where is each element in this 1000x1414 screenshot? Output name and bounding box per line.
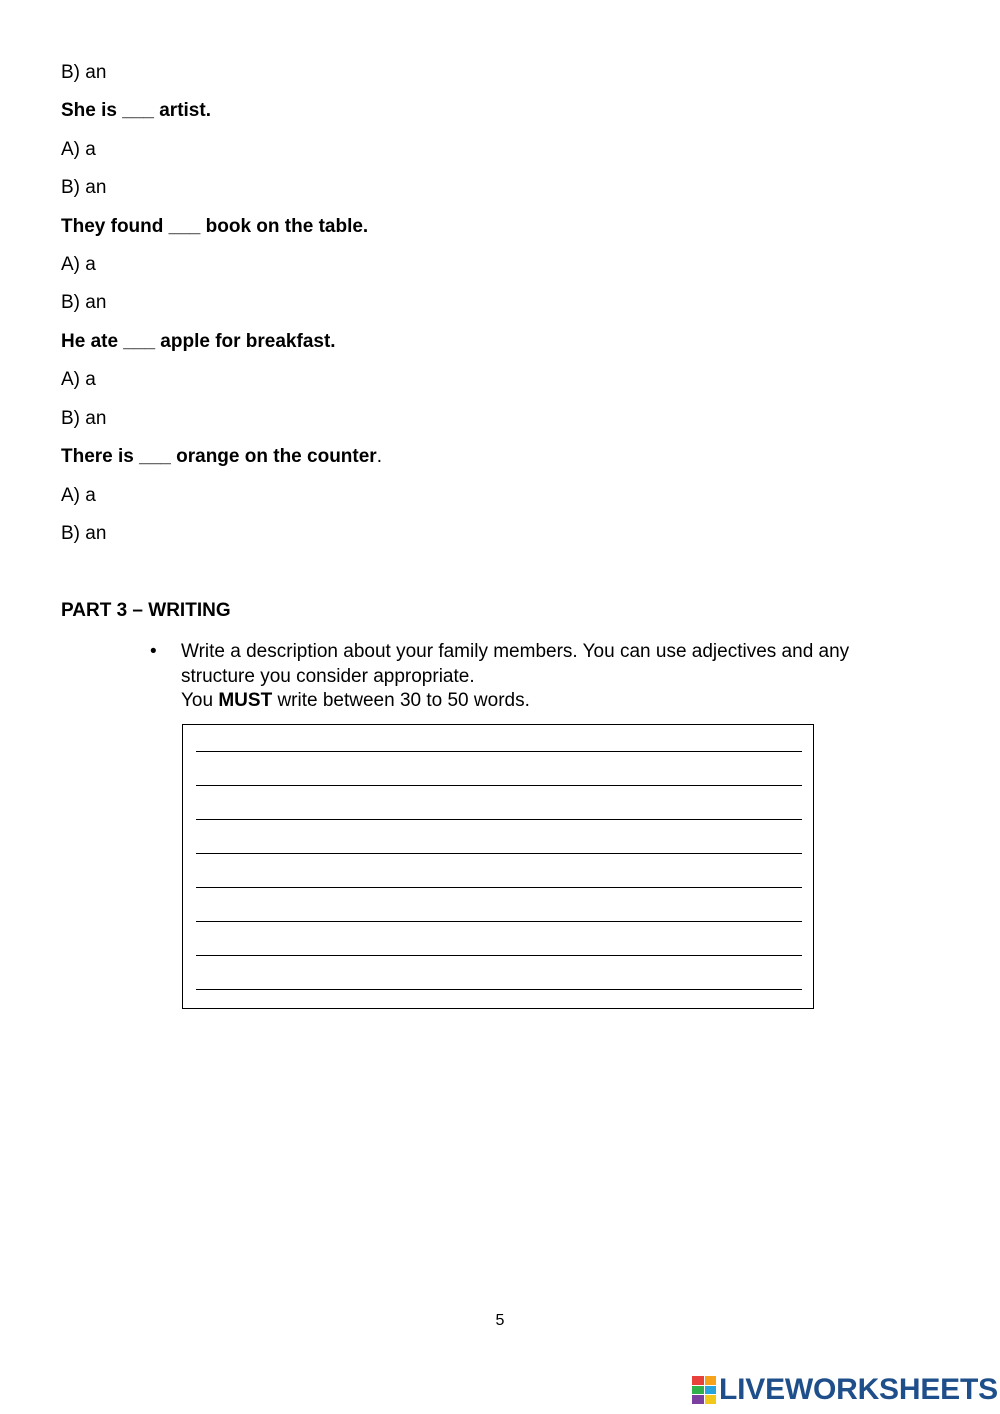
question-3-prompt (61, 331, 336, 353)
writing-line[interactable] (196, 921, 802, 922)
logo-icon-block (705, 1376, 717, 1385)
question-3-option-b[interactable]: B) an (61, 408, 107, 429)
writing-line[interactable] (196, 887, 802, 888)
question-4-option-a[interactable]: A) a (61, 485, 96, 506)
question-4-text: There is ___ orange on the counter (61, 446, 377, 467)
question-2-text: They found ___ book on the table. (61, 216, 369, 237)
logo-icon-block (705, 1395, 717, 1404)
question-4-prompt (61, 446, 382, 468)
logo-icon-block (692, 1376, 704, 1385)
question-4-option-b[interactable]: B) an (61, 523, 107, 544)
page-number: 5 (495, 1312, 505, 1329)
question-3-option-a[interactable]: A) a (61, 369, 96, 390)
instruction-line-3-prefix: You (181, 690, 219, 711)
writing-line[interactable] (196, 989, 802, 990)
writing-answer-box[interactable] (182, 724, 814, 1009)
instruction-line-1: Write a description about your family members. You can use adjectives and any (181, 641, 850, 662)
logo-icon-block (705, 1386, 717, 1395)
logo-icon-block (692, 1386, 704, 1395)
instruction-must-emphasis: MUST (218, 690, 273, 711)
instruction-line-2: structure you consider appropriate. (181, 665, 475, 687)
question-1-option-b[interactable]: B) an (61, 177, 107, 198)
writing-line[interactable] (196, 785, 802, 786)
bullet-icon: • (150, 641, 157, 662)
logo-icon-block (692, 1395, 704, 1404)
question-4-tail: . (376, 446, 382, 467)
instruction-line-3-suffix: write between 30 to 50 words. (272, 690, 530, 711)
instruction-line-3 (181, 689, 941, 714)
writing-line[interactable] (196, 955, 802, 956)
liveworksheets-logo-text: LIVEWORKSHEETS (719, 1373, 998, 1406)
writing-line[interactable] (196, 819, 802, 820)
question-1-option-a[interactable]: A) a (61, 139, 96, 160)
question-2-option-a[interactable]: A) a (61, 254, 96, 275)
option-b-carryover: B) an (61, 62, 107, 83)
question-2-option-b[interactable]: B) an (61, 292, 107, 313)
question-2-prompt (61, 216, 368, 238)
writing-line[interactable] (196, 853, 802, 854)
writing-instructions (181, 640, 941, 714)
question-1-prompt (61, 100, 211, 122)
liveworksheets-logo-icon (692, 1376, 716, 1404)
part-3-heading: PART 3 – WRITING (61, 600, 231, 621)
question-3-text: He ate ___ apple for breakfast. (61, 331, 336, 352)
question-1-text: She is ___ artist. (61, 100, 211, 121)
liveworksheets-logo (692, 1372, 998, 1408)
writing-line[interactable] (196, 751, 802, 752)
